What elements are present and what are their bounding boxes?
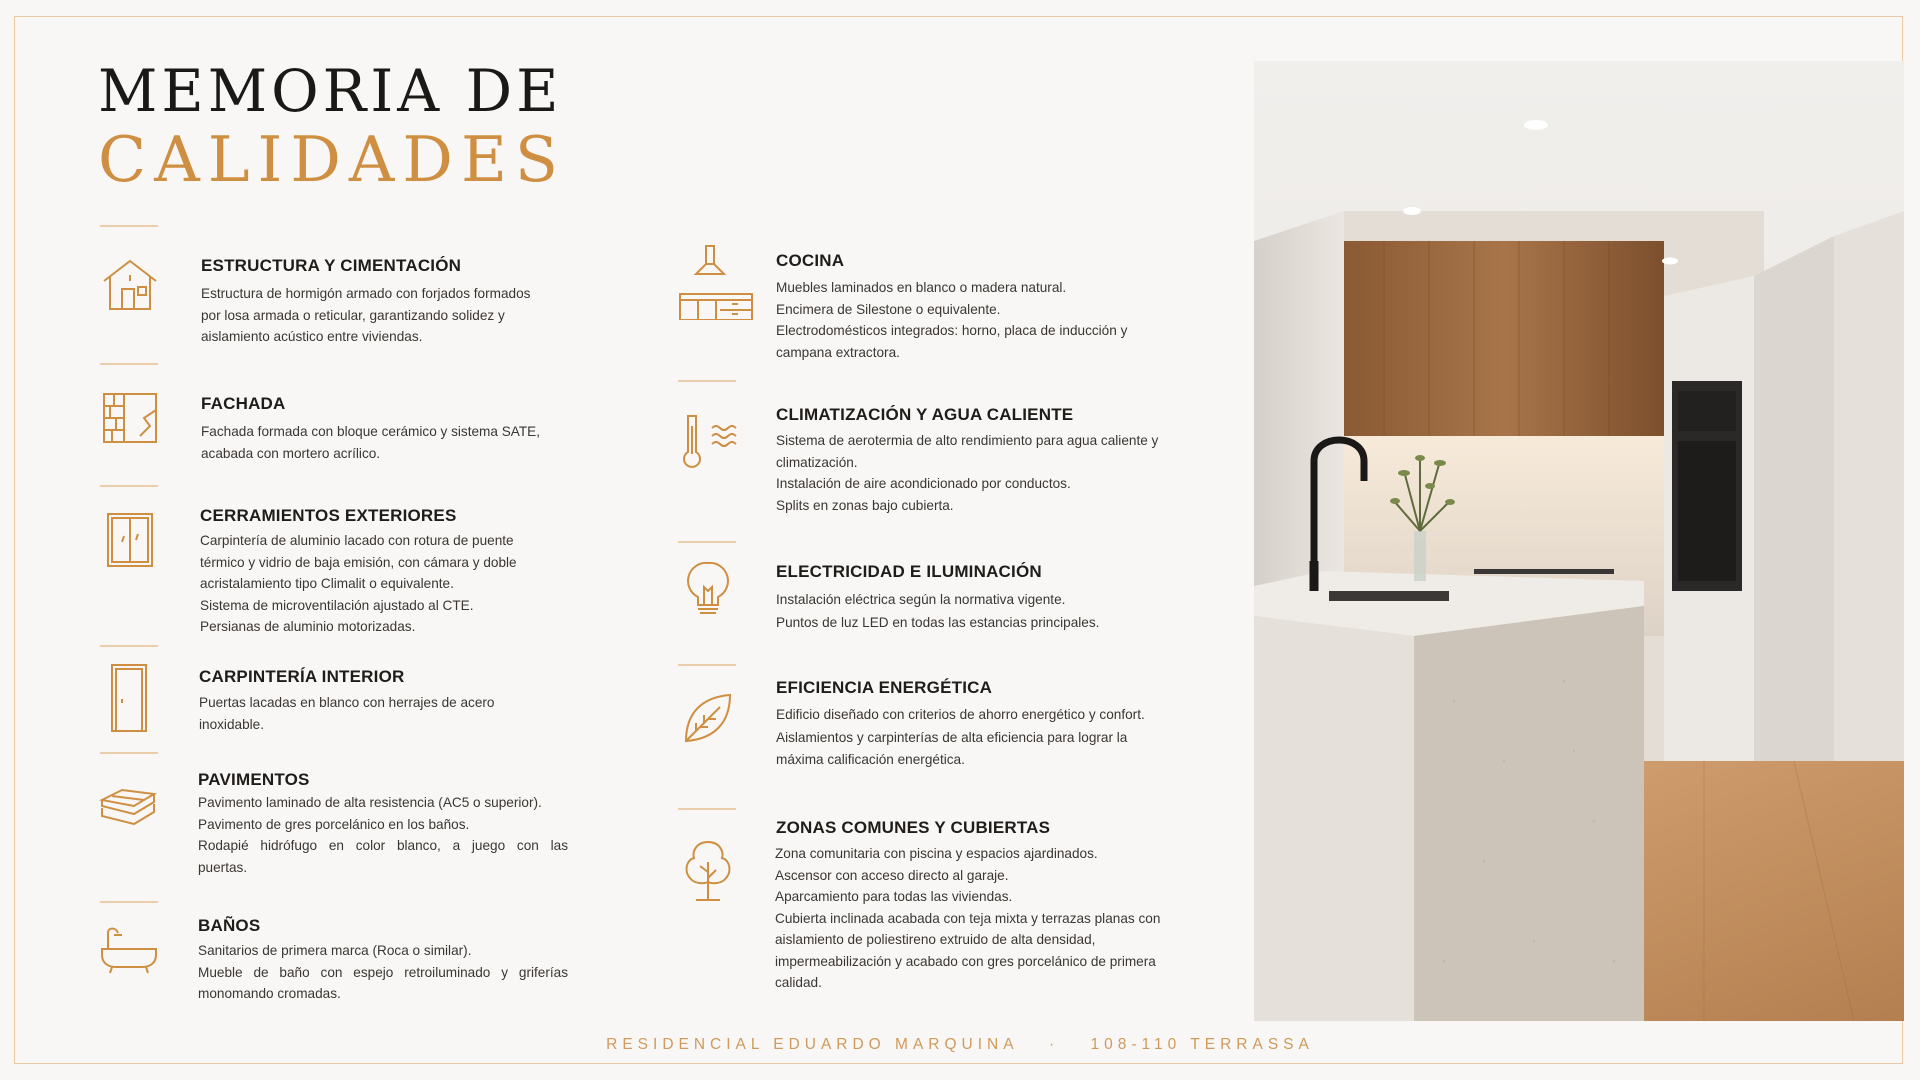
body-line: Edificio diseñado con criterios de ahorro energético y confort. bbox=[776, 707, 1145, 722]
section-heading: EFICIENCIA ENERGÉTICA bbox=[776, 678, 993, 697]
section-pavimentos bbox=[100, 752, 580, 892]
body-line: Aislamientos y carpinterías de alta eficiencia para lograr la bbox=[776, 729, 1128, 745]
section-zonas-comunes bbox=[678, 808, 1238, 998]
divider bbox=[100, 225, 158, 227]
body-line: Pavimento laminado de alta resistencia (AC5 o superior). bbox=[198, 795, 542, 810]
section-carpinteria bbox=[100, 645, 580, 745]
divider bbox=[678, 380, 736, 382]
section-heading: COCINA bbox=[776, 251, 845, 270]
footer bbox=[0, 1036, 1920, 1054]
body-line: Puertas lacadas en blanco con herrajes de acero bbox=[199, 695, 495, 710]
section-heading: PAVIMENTOS bbox=[198, 770, 310, 789]
bathtub-icon bbox=[100, 919, 160, 979]
body-line: Puntos de luz LED en todas las estancias principales. bbox=[776, 615, 1100, 630]
body-line: campana extractora. bbox=[776, 344, 900, 360]
body-line: Mueble de baño con espejo retroiluminado y griferías bbox=[198, 964, 568, 980]
section-body bbox=[200, 530, 580, 638]
divider bbox=[100, 363, 158, 365]
divider bbox=[678, 541, 736, 543]
section-heading: CERRAMIENTOS EXTERIORES bbox=[200, 506, 457, 525]
body-line: por losa armada o reticular, garantizando solidez y bbox=[201, 307, 505, 323]
section-heading: ZONAS COMUNES Y CUBIERTAS bbox=[776, 818, 1051, 837]
section-heading: ESTRUCTURA Y CIMENTACIÓN bbox=[201, 256, 462, 275]
leaf-icon bbox=[678, 689, 738, 749]
body-line: puertas. bbox=[198, 859, 248, 875]
divider bbox=[100, 752, 158, 754]
body-line: Cubierta inclinada acabada con teja mixta y terrazas planas con bbox=[775, 910, 1161, 926]
body-line: Sistema de aerotermia de alto rendimiento para agua caliente y bbox=[776, 433, 1159, 448]
section-heading: ELECTRICIDAD E ILUMINACIÓN bbox=[776, 562, 1042, 581]
kitchen-icon bbox=[678, 244, 754, 320]
section-electricidad bbox=[678, 541, 1238, 651]
body-line: Instalación eléctrica según la normativa vigente. bbox=[776, 592, 1066, 607]
divider bbox=[678, 664, 736, 666]
section-body bbox=[776, 704, 1226, 772]
body-line: acabada con mortero acrílico. bbox=[201, 445, 381, 461]
body-line: climatización. bbox=[776, 454, 858, 470]
title-line-2: CALIDADES bbox=[98, 123, 567, 196]
body-line: Ascensor con acceso directo al garaje. bbox=[775, 867, 1009, 883]
body-line: Pavimento de gres porcelánico en los baños. bbox=[198, 816, 470, 832]
body-line: máxima calificación energética. bbox=[776, 752, 965, 767]
page-title bbox=[98, 57, 567, 196]
body-line: Encimera de Silestone o equivalente. bbox=[776, 301, 1001, 317]
kitchen-photo bbox=[1254, 61, 1904, 1021]
section-body bbox=[198, 792, 568, 878]
section-heading: CLIMATIZACIÓN Y AGUA CALIENTE bbox=[776, 405, 1074, 424]
section-cocina bbox=[678, 240, 1238, 370]
section-climatizacion bbox=[678, 380, 1238, 530]
body-line: Sanitarios de primera marca (Roca o similar). bbox=[198, 943, 472, 958]
thermometer-icon bbox=[678, 412, 744, 472]
section-cerramientos bbox=[100, 485, 580, 645]
divider bbox=[100, 485, 158, 487]
section-eficiencia bbox=[678, 664, 1238, 794]
tree-icon bbox=[678, 838, 738, 902]
section-body bbox=[775, 843, 1225, 994]
section-body bbox=[199, 692, 519, 735]
section-heading: FACHADA bbox=[201, 394, 286, 413]
section-body bbox=[201, 421, 581, 464]
door-icon bbox=[100, 663, 160, 733]
body-line: impermeabilización y acabado con gres porcelánico de primera bbox=[775, 953, 1156, 969]
body-line: aislamiento acústico entre viviendas. bbox=[201, 329, 423, 344]
body-line: Carpintería de aluminio lacado con rotura de puente bbox=[200, 533, 514, 548]
body-line: Rodapié hidrófugo en color blanco, a juego con las bbox=[198, 838, 568, 853]
floor-layers-icon bbox=[98, 776, 158, 836]
title-line-1: MEMORIA DE bbox=[98, 57, 563, 125]
body-line: Persianas de aluminio motorizadas. bbox=[200, 619, 416, 634]
body-line: térmico y vidrio de baja emisión, con cámara y doble bbox=[200, 554, 517, 570]
section-heading: CARPINTERÍA INTERIOR bbox=[199, 667, 405, 686]
lightbulb-icon bbox=[678, 559, 738, 619]
window-icon bbox=[100, 510, 160, 570]
body-line: Electrodomésticos integrados: horno, placa de inducción y bbox=[776, 323, 1128, 338]
body-line: Zona comunitaria con piscina y espacios ajardinados. bbox=[775, 846, 1098, 861]
house-icon bbox=[100, 255, 160, 315]
body-line: Instalación de aire acondicionado por conductos. bbox=[776, 476, 1071, 491]
body-line: inoxidable. bbox=[199, 716, 264, 732]
section-estructura bbox=[100, 225, 580, 355]
body-line: monomando cromadas. bbox=[198, 986, 341, 1001]
body-line: calidad. bbox=[775, 975, 822, 990]
section-body bbox=[198, 940, 568, 1005]
section-body bbox=[776, 277, 1216, 363]
section-banos bbox=[100, 901, 580, 1011]
divider bbox=[678, 808, 736, 810]
body-line: acristalamiento tipo Climalit o equivalente. bbox=[200, 576, 454, 591]
body-line: Fachada formada con bloque cerámico y sistema SATE, bbox=[201, 424, 540, 439]
body-line: Sistema de microventilación ajustado al CTE. bbox=[200, 597, 474, 613]
section-body bbox=[776, 588, 1226, 634]
section-fachada bbox=[100, 363, 580, 473]
divider bbox=[100, 645, 158, 647]
body-line: Muebles laminados en blanco o madera natural. bbox=[776, 280, 1067, 295]
footer-project-name: RESIDENCIAL EDUARDO MARQUINA bbox=[606, 1036, 1018, 1053]
body-line: Estructura de hormigón armado con forjados formados bbox=[201, 286, 531, 301]
section-heading: BAÑOS bbox=[198, 916, 261, 935]
brick-facade-icon bbox=[100, 388, 160, 448]
footer-separator: · bbox=[1049, 1036, 1060, 1053]
body-line: aislamiento de poliestireno extruido de alta densidad, bbox=[775, 932, 1096, 947]
section-body bbox=[201, 283, 581, 348]
footer-address: 108-110 TERRASSA bbox=[1090, 1036, 1314, 1053]
divider bbox=[100, 901, 158, 903]
body-line: Splits en zonas bajo cubierta. bbox=[776, 497, 954, 513]
section-body bbox=[776, 430, 1226, 516]
body-line: Aparcamiento para todas las viviendas. bbox=[775, 889, 1013, 904]
